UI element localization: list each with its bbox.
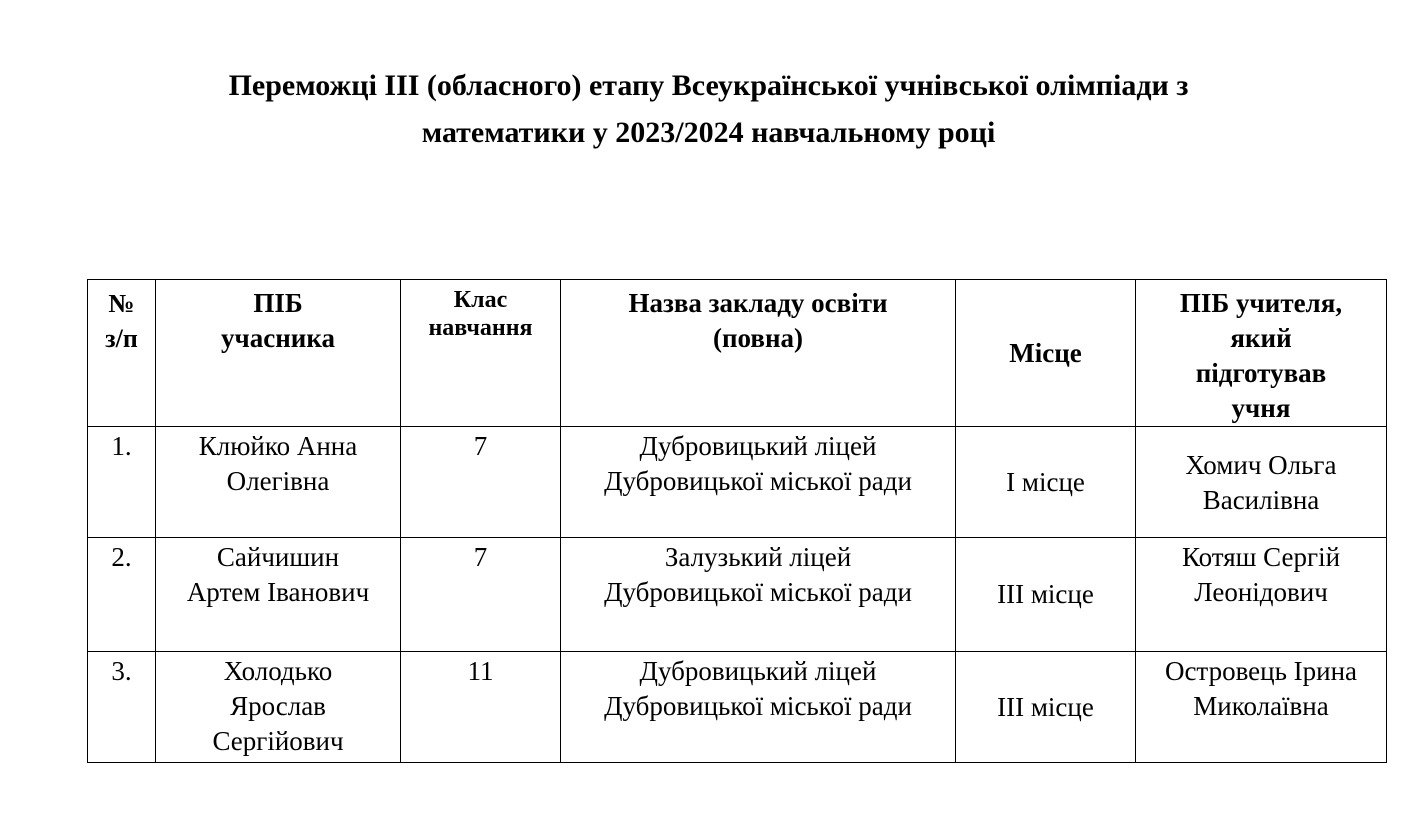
place: ІІІ місце <box>956 652 1136 763</box>
participant-name: Клюйко Анна Олегівна <box>156 427 401 538</box>
header-teacher-name: ПІБ учителя, який підготував учня <box>1136 280 1387 427</box>
grade: 7 <box>401 427 561 538</box>
place: І місце <box>956 427 1136 538</box>
row-number: 2. <box>88 538 156 652</box>
participant-name: Холодько Ярослав Сергійович <box>156 652 401 763</box>
title-line-1: Переможці ІІІ (обласного) етапу Всеукраїнської учнівської олімпіади з <box>228 69 1189 102</box>
teacher-name: Котяш Сергій Леонідович <box>1136 538 1387 652</box>
header-participant-name: ПІБ учасника <box>156 280 401 427</box>
table-row <box>88 427 1387 538</box>
table-row <box>88 538 1387 652</box>
teacher-name: Хомич Ольга Василівна <box>1136 427 1387 538</box>
header-class: Клас навчання <box>401 280 561 427</box>
winners-table <box>87 279 1387 763</box>
table-header-row <box>88 280 1387 427</box>
document-title <box>60 62 1357 156</box>
row-number: 3. <box>88 652 156 763</box>
school-name: Дубровицький ліцей Дубровицької міської ради <box>561 652 956 763</box>
place: ІІІ місце <box>956 538 1136 652</box>
school-name: Залузький ліцей Дубровицької міської ради <box>561 538 956 652</box>
row-number: 1. <box>88 427 156 538</box>
grade: 11 <box>401 652 561 763</box>
school-name: Дубровицький ліцей Дубровицької міської ради <box>561 427 956 538</box>
grade: 7 <box>401 538 561 652</box>
table-row <box>88 652 1387 763</box>
teacher-name: Островець Ірина Миколаївна <box>1136 652 1387 763</box>
participant-name: Сайчишин Артем Іванович <box>156 538 401 652</box>
header-school-name: Назва закладу освіти (повна) <box>561 280 956 427</box>
header-place: Місце <box>956 280 1136 427</box>
title-line-2: математики у 2023/2024 навчальному році <box>421 116 996 149</box>
header-number: № з/п <box>88 280 156 427</box>
